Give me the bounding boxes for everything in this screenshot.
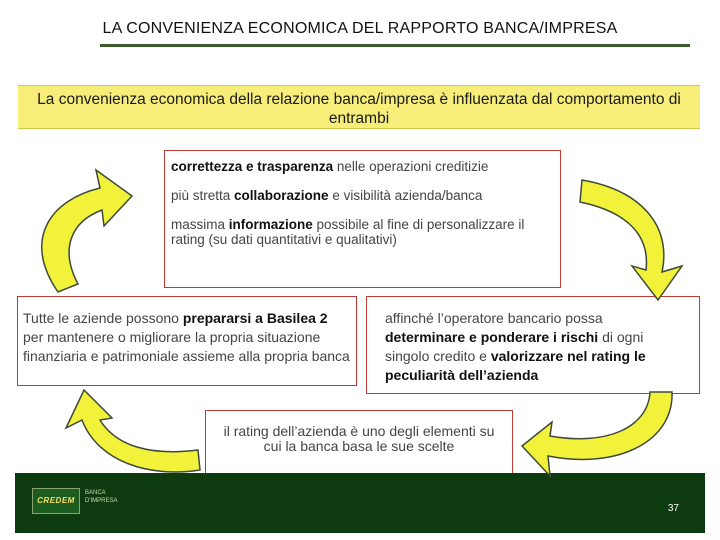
list-item-keyword: collaborazione — [234, 188, 329, 203]
curved-arrow-icon — [66, 390, 200, 472]
company-text: Tutte le aziende possono — [23, 310, 183, 326]
list-item-text: più stretta — [171, 188, 235, 203]
bank-keyword: determinare e ponderare i rischi — [385, 329, 599, 345]
curved-arrow-icon — [522, 392, 672, 476]
bank-text: di ogni singolo credito e — [385, 329, 644, 364]
list-item-keyword: informazione — [228, 217, 313, 232]
credem-logo: CREDEM — [32, 488, 80, 514]
list-item-text: nelle operazioni creditizie — [333, 159, 489, 174]
curved-arrow-icon — [42, 170, 132, 292]
slide-title: LA CONVENIENZA ECONOMICA DEL RAPPORTO BANCA/IMPRESA — [102, 20, 618, 37]
list-item-text: e visibilità azienda/banca — [328, 188, 483, 203]
list-item-keyword: correttezza e trasparenza — [171, 159, 334, 174]
curved-arrow-icon — [580, 180, 682, 300]
list-item-text: possibile al fine di personalizzare il rating (su dati quantitativi e qualitativi) — [171, 217, 525, 247]
bank-text: affinché l’operatore bancario possa — [385, 310, 603, 326]
page-number: 37 — [667, 503, 679, 514]
company-text: per mantenere o migliorare la propria situazione finanziaria e patrimoniale assieme alla propria banca — [23, 329, 350, 364]
logo-subtitle: BANCA D'IMPRESA — [85, 490, 118, 504]
list-item-text: massima — [171, 217, 229, 232]
summary-banner: La convenienza economica della relazione banca/impresa è influenzata dal comportamento di entrambi — [18, 85, 700, 129]
company-keyword: prepararsi a Basilea 2 — [182, 310, 328, 326]
rating-box: il rating dell’azienda è uno degli elementi su cui la banca basa le sue scelte — [205, 410, 513, 478]
bank-keyword: valorizzare nel rating le peculiarità dell’azienda — [385, 348, 646, 383]
